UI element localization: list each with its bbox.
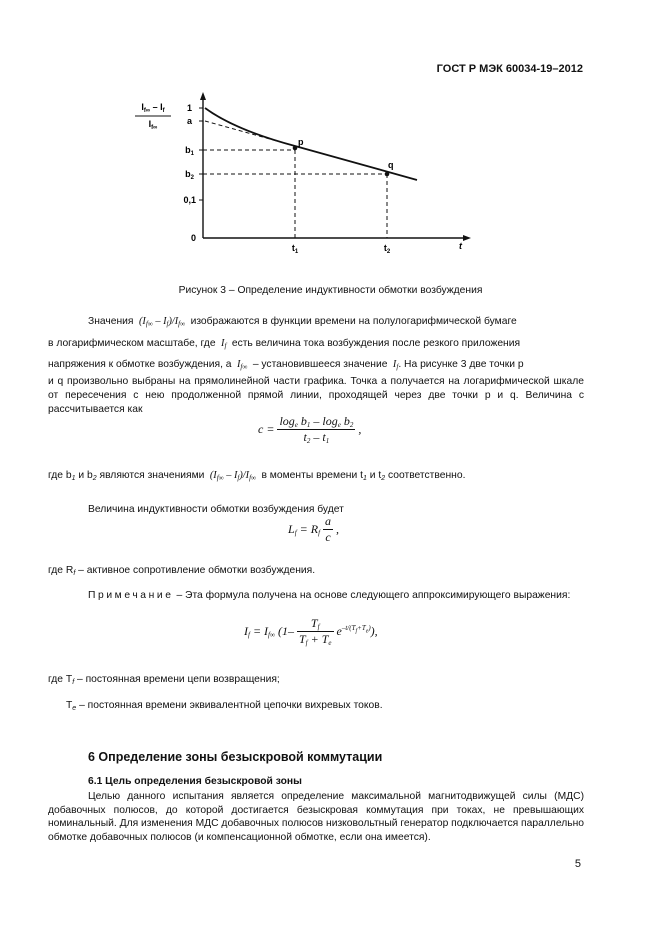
y-axis-label-denominator: $I_{f\infty}$	[148, 119, 158, 131]
y-tick-label-0: 0	[190, 233, 196, 243]
extension-line	[205, 121, 295, 146]
x-tick-label-t2: $t_2$	[383, 243, 391, 255]
text-run: – постоянная времени эквивалентной цепочки вихревых токов.	[76, 700, 383, 711]
text-run: в логарифмическом масштабе, где	[48, 338, 216, 349]
text-run: Значения	[88, 316, 134, 327]
text-run: и b	[75, 470, 93, 481]
formula-if-fraction: $\frac{T_f}{T_f + T_e}$	[298, 616, 332, 647]
point-q-marker	[385, 172, 390, 177]
y-tick-label-b2: $b_2$	[185, 169, 194, 181]
formula-c: c = $\frac{\log_e b_1 - \log_e b_2}{t_2 - t_1}$ ,	[258, 414, 362, 445]
note-label: Примечание	[88, 590, 174, 601]
y-axis-label-numerator: $I_{f\infty} - I_f$	[141, 102, 165, 114]
figure-3-graph	[125, 90, 475, 260]
inline-formula-if: $I_f$	[218, 338, 227, 350]
text-run: есть величина тока возбуждения после резкого приложения	[231, 338, 521, 349]
formula-if: $I_f = I_{f\infty}$ (1– $\frac{T_f}{T_f + T_e}$ $e^{-t/(T_f+T_e)}$),	[244, 616, 378, 647]
y-tick-label-a: a	[186, 116, 192, 126]
text-run: – установившееся значение	[252, 359, 388, 370]
text-run: – Эта формула получена на основе следующего аппроксимирующего выражения:	[173, 590, 571, 601]
formula-c-fraction: $\frac{\log_e b_1 - \log_e b_2}{t_2 - t_1}$	[279, 414, 354, 445]
text-run: где b	[48, 470, 72, 481]
text-run: и t	[366, 470, 382, 481]
x-axis-arrow	[463, 235, 471, 241]
paragraph-where-rf: где $R_f$ – активное сопротивление обмотки возбуждения.	[48, 565, 316, 577]
inline-formula-ratio-2: $(I_{f\infty} - I_f)/I_{f\infty}$	[207, 470, 257, 482]
measured-curve	[205, 108, 417, 180]
y-axis-arrow	[200, 92, 206, 100]
formula-lf: $L_f = R_f$ $\frac{a}{c}$ ,	[288, 514, 340, 544]
point-p-label: p	[298, 137, 304, 147]
text-run: являются значениями	[96, 470, 205, 481]
inline-formula-ratio: $(I_{f\infty} - I_f)/I_{f\infty}$	[136, 316, 186, 328]
section-title: 6 Определение зоны безыскровой коммутации	[88, 750, 383, 764]
paragraph-where-tf: где $T_f$ – постоянная времени цепи возвращения;	[48, 674, 280, 686]
point-p-marker	[293, 146, 298, 151]
subsection-title: 6.1 Цель определения безыскровой зоны	[88, 776, 302, 787]
text-run: соответственно.	[385, 470, 466, 481]
paragraph-values-line3	[48, 357, 584, 375]
document-header: ГОСТ Р МЭК 60034-19–2012	[436, 63, 583, 75]
text-run: – постоянная времени цепи возвращения;	[74, 674, 280, 685]
paragraph-values-line1	[88, 314, 584, 332]
inline-formula-ifinf: $I_{f\infty}$	[234, 359, 248, 371]
y-tick-label-01: 0,1	[183, 195, 196, 205]
formula-lf-fraction: $\frac{a}{c}$	[325, 514, 332, 544]
text-run: изображаются в функции времени на полулогарифмической бумаге	[190, 316, 517, 327]
text-run: . На рисунке 3 две точки р	[398, 359, 524, 370]
page-number: 5	[574, 858, 581, 870]
figure-caption: Рисунок 3 – Определение индуктивности обмотки возбуждения	[178, 285, 483, 296]
text-run: – активное сопротивление обмотки возбуждения.	[75, 565, 316, 576]
paragraph-where-te: $T_e$ – постоянная времени эквивалентной цепочки вихревых токов.	[66, 700, 383, 712]
text-run: где T	[48, 674, 73, 685]
x-tick-label-t1: $t_1$	[291, 243, 299, 255]
note-paragraph	[48, 588, 584, 603]
y-tick-label-b1: $b_1$	[185, 145, 194, 157]
inline-formula-if2: $I_f$	[390, 359, 399, 371]
text-run: T	[66, 700, 73, 711]
paragraph-values-rest: и q произвольно выбраны на прямолинейной части графика. Точка а получается на логарифмической шкале от пересечения с нею продолженной прямой линии, проходящей через две точки р и q. Величина с рассчитывается как	[48, 376, 584, 415]
paragraph-inductance: Величина индуктивности обмотки возбуждения будет	[88, 504, 344, 515]
point-q-label: q	[388, 160, 394, 170]
y-tick-label-1: 1	[186, 103, 192, 113]
text-run: в моменты времени t	[261, 470, 363, 481]
paragraph-where-b: где $b_1$ и $b_2$ являются значениями $(I_{f\infty} - I_f)/I_{f\infty}$ в моменты времени $t_1$ и $t_2$ соответственно.	[48, 470, 466, 482]
text-run: напряжения к обмотке возбуждения, а	[48, 359, 232, 370]
x-axis-label: t	[459, 241, 462, 251]
paragraph-values-line2	[48, 336, 584, 354]
section-text: Целью данного испытания является определение максимальной магнитодвижущей силы (МДС) добавочных полюсов, до которой достигается безыскровая коммутация при токах, не превышающих номинальный. Для изменения МДС добавочных полюсов низковольтный генератор подключается параллельно обмотке добавочных полюсов (и компенсационной обмотке, если она имеется).	[48, 791, 584, 843]
text-run: где R	[48, 565, 74, 576]
